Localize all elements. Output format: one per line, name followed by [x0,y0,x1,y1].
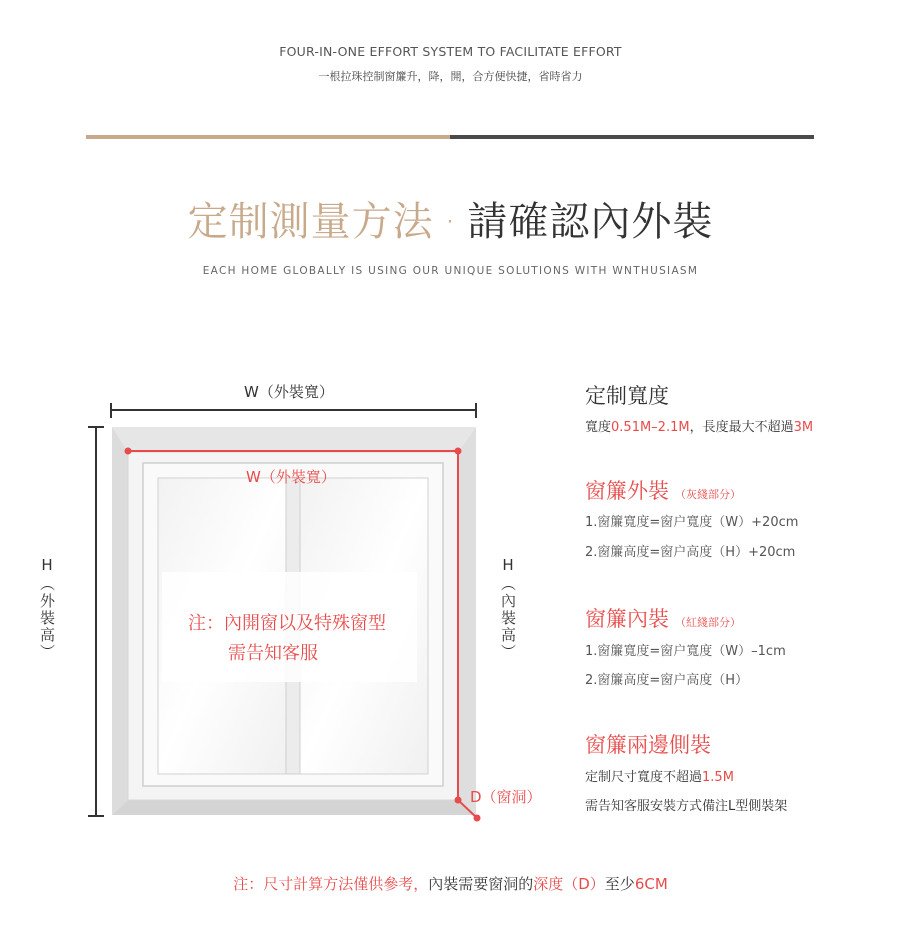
custom-width-max: 3M [793,420,814,435]
footer-note-dark1: 內裝需要窗洞的 [428,875,534,893]
frame-right-bevel [458,427,476,815]
side-install-line1 [585,766,734,785]
outer-install-tag: （灰綫部分） [675,488,741,501]
side-install-line2: 需告知客服安裝方式備注L型側裝架 [585,799,788,814]
header-tagline-zh: 一根拉珠控制窗簾升，降，開，合方便快捷，省時省力 [318,70,583,83]
outer-width-label: W（外裝寬） [244,383,334,401]
frame-left-bevel [112,427,128,815]
inner-install-title-text: 窗簾內裝 [585,607,669,631]
window-note-line2: 需告知客服 [228,643,318,664]
custom-width-line [585,416,813,435]
depth-label: D（窗洞） [470,788,542,806]
window-note-line1: 注：內開窗以及特殊窗型 [188,613,386,634]
inner-install-title [585,603,741,633]
inner-width-label: W（外裝寬） [246,468,336,486]
title-dot: · [443,199,458,245]
custom-width-title: 定制寬度 [585,384,669,408]
footer-note-red1: 注：尺寸計算方法僅供參考， [233,875,429,893]
footer-note-dark2: 至少 [604,875,635,893]
outer-height-label: H（外裝高） [38,556,56,661]
title-part2: 請確認內外裝 [467,199,714,245]
subtitle-en: EACH HOME GLOBALLY IS USING OUR UNIQUE SOLUTIONS WITH WNTHUSIASM [202,265,699,277]
inner-point-bottom-right [455,797,462,804]
inner-point-top-left [125,448,132,455]
side-install-line1-value: 1.5M [702,770,734,785]
custom-width-range: 0.51M–2.1M [611,420,690,435]
header-tagline-en: FOUR-IN-ONE EFFORT SYSTEM TO FACILITATE EFFORT [279,44,622,59]
custom-width-mid: ，長度最大不超過 [689,420,794,435]
outer-install-line1: 1.窗簾寬度=窗户寬度（W）+20cm [585,515,799,530]
inner-point-top-right [455,448,462,455]
inner-install-line2: 2.窗簾高度=窗户高度（H） [585,673,749,688]
inner-point-depth [474,815,481,822]
outer-install-line2: 2.窗簾高度=窗户高度（H）+20cm [585,545,796,560]
inner-install-line1: 1.窗簾寬度=窗户寬度（W）–1cm [585,644,786,659]
side-install-line1-prefix: 定制尺寸寬度不超過 [585,770,703,785]
inner-install-tag: （紅綫部分） [675,616,741,629]
footer-note-red3: 6CM [634,875,668,893]
title-part1: 定制測量方法 [187,199,434,245]
outer-install-title [585,475,741,505]
custom-width-prefix: 寬度 [585,420,612,435]
footer-note [0,873,901,894]
footer-note-red2: 深度（D） [533,875,605,893]
outer-install-title-text: 窗簾外裝 [585,479,669,503]
side-install-title: 窗簾兩邊側裝 [585,733,711,757]
inner-height-label: H（內裝高） [499,556,517,661]
frame-bottom-bevel [112,800,476,815]
frame-top-bevel [112,427,476,452]
